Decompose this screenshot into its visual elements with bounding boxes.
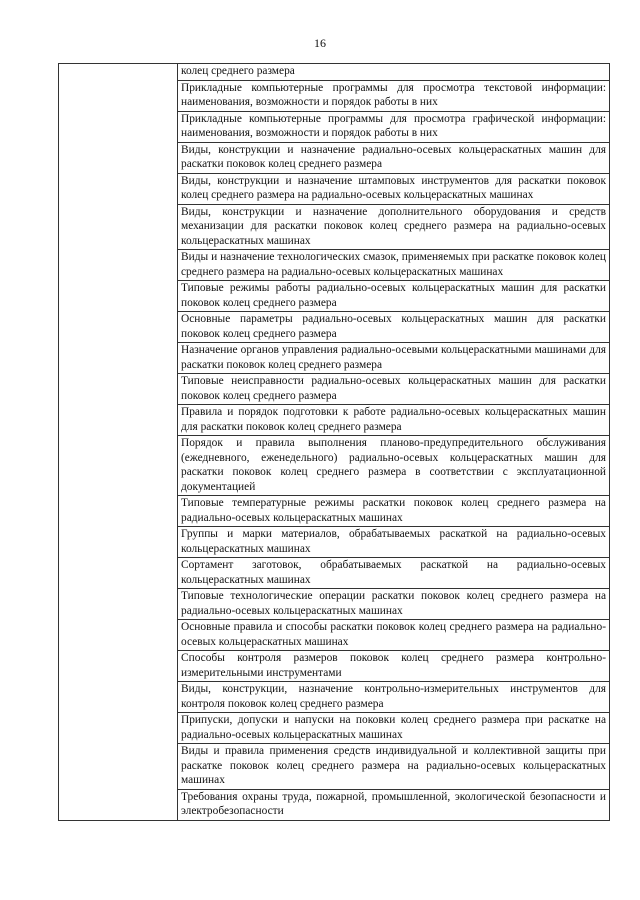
requirement-text: Сортамент заготовок, обрабатываемых раскаткой на радиально-осевых кольцераскатных машинах <box>178 558 610 589</box>
requirement-text: Типовые температурные режимы раскатки поковок колец среднего размера на радиально-осевых кольцераскатных машинах <box>178 496 610 527</box>
requirement-text: Типовые технологические операции раскатки поковок колец среднего размера на радиально-осевых кольцераскатных машинах <box>178 589 610 620</box>
requirement-text: Назначение органов управления радиально-осевыми кольцераскатными машинами для раскатки поковок колец среднего размера <box>178 343 610 374</box>
requirement-text: Правила и порядок подготовки к работе радиально-осевых кольцераскатных машин для раскатки поковок колец среднего размера <box>178 405 610 436</box>
requirement-text: колец среднего размера <box>178 64 610 81</box>
requirement-text: Виды, конструкции и назначение дополнительного оборудования и средств механизации для раскатки поковок колец среднего размера на радиально-осевых кольцераскатных машинах <box>178 204 610 250</box>
requirement-text: Виды и правила применения средств индивидуальной и коллективной защиты при раскатке поковок колец среднего размера на радиально-осевых кольцераскатных машинах <box>178 744 610 790</box>
requirement-text: Виды, конструкции и назначение штамповых инструментов для раскатки поковок колец среднего размера на радиально-осевых кольцераскатных машинах <box>178 173 610 204</box>
requirement-text: Припуски, допуски и напуски на поковки колец среднего размера при раскатке на радиально-осевых кольцераскатных машинах <box>178 713 610 744</box>
requirement-text: Требования охраны труда, пожарной, промышленной, экологической безопасности и электробезопасности <box>178 789 610 820</box>
requirement-text: Прикладные компьютерные программы для просмотра текстовой информации: наименования, возможности и порядок работы в них <box>178 80 610 111</box>
section-label-cell <box>59 64 178 821</box>
requirement-text: Типовые неисправности радиально-осевых кольцераскатных машин для раскатки поковок колец среднего размера <box>178 374 610 405</box>
requirement-text: Группы и марки материалов, обрабатываемых раскаткой на радиально-осевых кольцераскатных машинах <box>178 527 610 558</box>
requirement-text: Прикладные компьютерные программы для просмотра графической информации: наименования, возможности и порядок работы в них <box>178 111 610 142</box>
requirement-text: Способы контроля размеров поковок колец среднего размера контрольно-измерительными инструментами <box>178 651 610 682</box>
requirement-text: Виды, конструкции и назначение радиально-осевых кольцераскатных машин для раскатки поковок колец среднего размера <box>178 142 610 173</box>
requirement-text: Виды, конструкции, назначение контрольно-измерительных инструментов для контроля поковок колец среднего размера <box>178 682 610 713</box>
requirement-text: Порядок и правила выполнения планово-предупредительного обслуживания (ежедневного, еженедельного) радиально-осевых кольцераскатных машин для раскатки поковок колец среднего размера в соответствии с эксплуатационной документацией <box>178 436 610 496</box>
requirement-text: Основные правила и способы раскатки поковок колец среднего размера на радиально-осевых кольцераскатных машинах <box>178 620 610 651</box>
requirement-text: Основные параметры радиально-осевых кольцераскатных машин для раскатки поковок колец среднего размера <box>178 312 610 343</box>
table-body <box>59 64 610 821</box>
table-row <box>59 64 610 81</box>
requirement-text: Типовые режимы работы радиально-осевых кольцераскатных машин для раскатки поковок колец среднего размера <box>178 281 610 312</box>
page-number: 16 <box>314 36 326 50</box>
requirement-text: Виды и назначение технологических смазок, применяемых при раскатке поковок колец среднего размера на радиально-осевых кольцераскатных машинах <box>178 250 610 281</box>
knowledge-requirements-table <box>58 63 610 821</box>
